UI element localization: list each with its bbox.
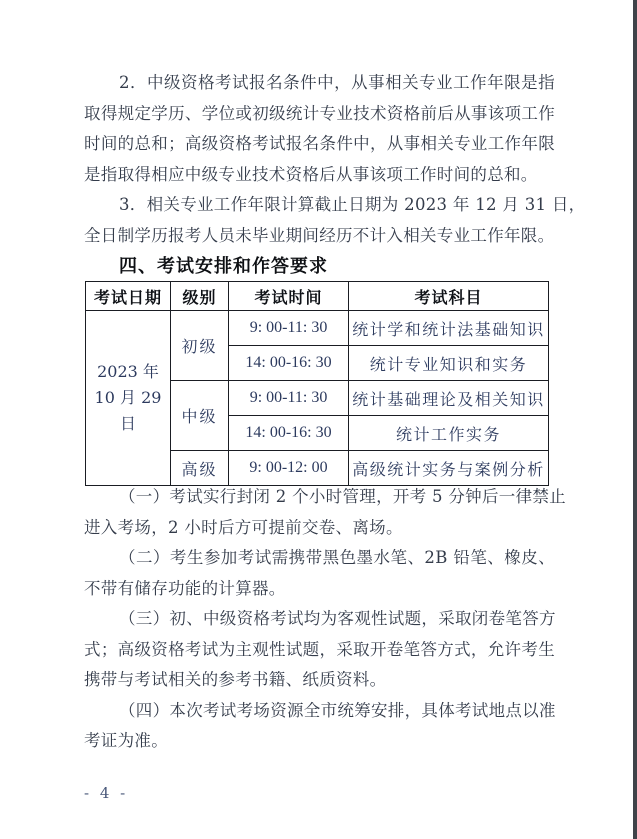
cell-level-intermediate: 中级 xyxy=(171,381,229,451)
paragraph-line: 2．中级资格考试报名条件中，从事相关专业工作年限是指 xyxy=(119,73,555,92)
cell-level-senior: 高级 xyxy=(171,451,229,486)
body-text-block xyxy=(84,68,586,282)
table-header-row xyxy=(86,282,549,311)
header-exam-level: 级别 xyxy=(171,282,229,311)
note-line: （四）本次考试考场资源全市统筹安排，具体考试地点以准 xyxy=(119,700,556,720)
cell-exam-time: 9: 00-11: 30 xyxy=(229,311,349,346)
cell-exam-subject: 统计学和统计法基础知识 xyxy=(349,311,549,346)
cell-level-junior: 初级 xyxy=(171,311,229,381)
note-line: （一）考试实行封闭 2 个小时管理，开考 5 分钟后一律禁止 xyxy=(119,487,566,506)
cell-exam-time: 9: 00-12: 00 xyxy=(229,451,349,486)
cell-exam-subject: 统计工作实务 xyxy=(349,416,549,451)
header-exam-date: 考试日期 xyxy=(86,282,171,311)
notes-text-block xyxy=(84,482,566,757)
paragraph-line: 3．相关专业工作年限计算截止日期为 2023 年 12 月 31 日， xyxy=(119,195,586,214)
header-exam-subject: 考试科目 xyxy=(349,282,549,311)
table-row xyxy=(86,311,549,346)
exam-date-line2: 10 月 29 日 xyxy=(94,388,162,433)
note-line: 进入考场，2 小时后方可提前交卷、离场。 xyxy=(84,517,403,537)
cell-exam-time: 14: 00-16: 30 xyxy=(229,416,349,451)
cell-exam-time: 14: 00-16: 30 xyxy=(229,346,349,381)
exam-schedule-table-wrap xyxy=(85,281,549,486)
note-line: 携带与考试相关的参考书籍、纸质资料。 xyxy=(84,670,387,689)
paragraph-line: 全日制学历报考人员未毕业期间经历不计入相关专业工作年限。 xyxy=(84,225,555,245)
paragraph-line: 是指取得相应中级专业技术资格后从事该项工作时间的总和。 xyxy=(84,164,538,184)
scan-edge-bar xyxy=(633,0,637,839)
note-line: （三）初、中级资格考试均为客观性试题，采取闭卷笔答方 xyxy=(119,609,556,628)
exam-schedule-table xyxy=(85,281,549,486)
cell-exam-time: 9: 00-11: 30 xyxy=(229,381,349,416)
cell-exam-date xyxy=(86,311,171,486)
cell-exam-subject: 统计基础理论及相关知识 xyxy=(349,381,549,416)
note-line: 不带有储存功能的计算器。 xyxy=(84,578,286,598)
section-heading: 四、考试安排和作答要求 xyxy=(119,256,328,277)
exam-date-line1: 2023 年 xyxy=(97,362,159,381)
note-line: （二）考生参加考试需携带黑色墨水笔、2B 铅笔、橡皮、 xyxy=(119,548,555,567)
page-number: - 4 - xyxy=(84,784,129,802)
cell-exam-subject: 统计专业知识和实务 xyxy=(349,346,549,381)
header-exam-time: 考试时间 xyxy=(229,282,349,311)
note-line: 式；高级资格考试为主观性试题，采取开卷笔答方式，允许考生 xyxy=(84,639,555,659)
cell-exam-subject: 高级统计实务与案例分析 xyxy=(349,451,549,486)
paragraph-line: 时间的总和；高级资格考试报名条件中，从事相关专业工作年限 xyxy=(84,134,555,153)
note-line: 考证为准。 xyxy=(84,731,168,750)
paragraph-line: 取得规定学历、学位或初级统计专业技术资格前后从事该项工作 xyxy=(84,103,555,123)
